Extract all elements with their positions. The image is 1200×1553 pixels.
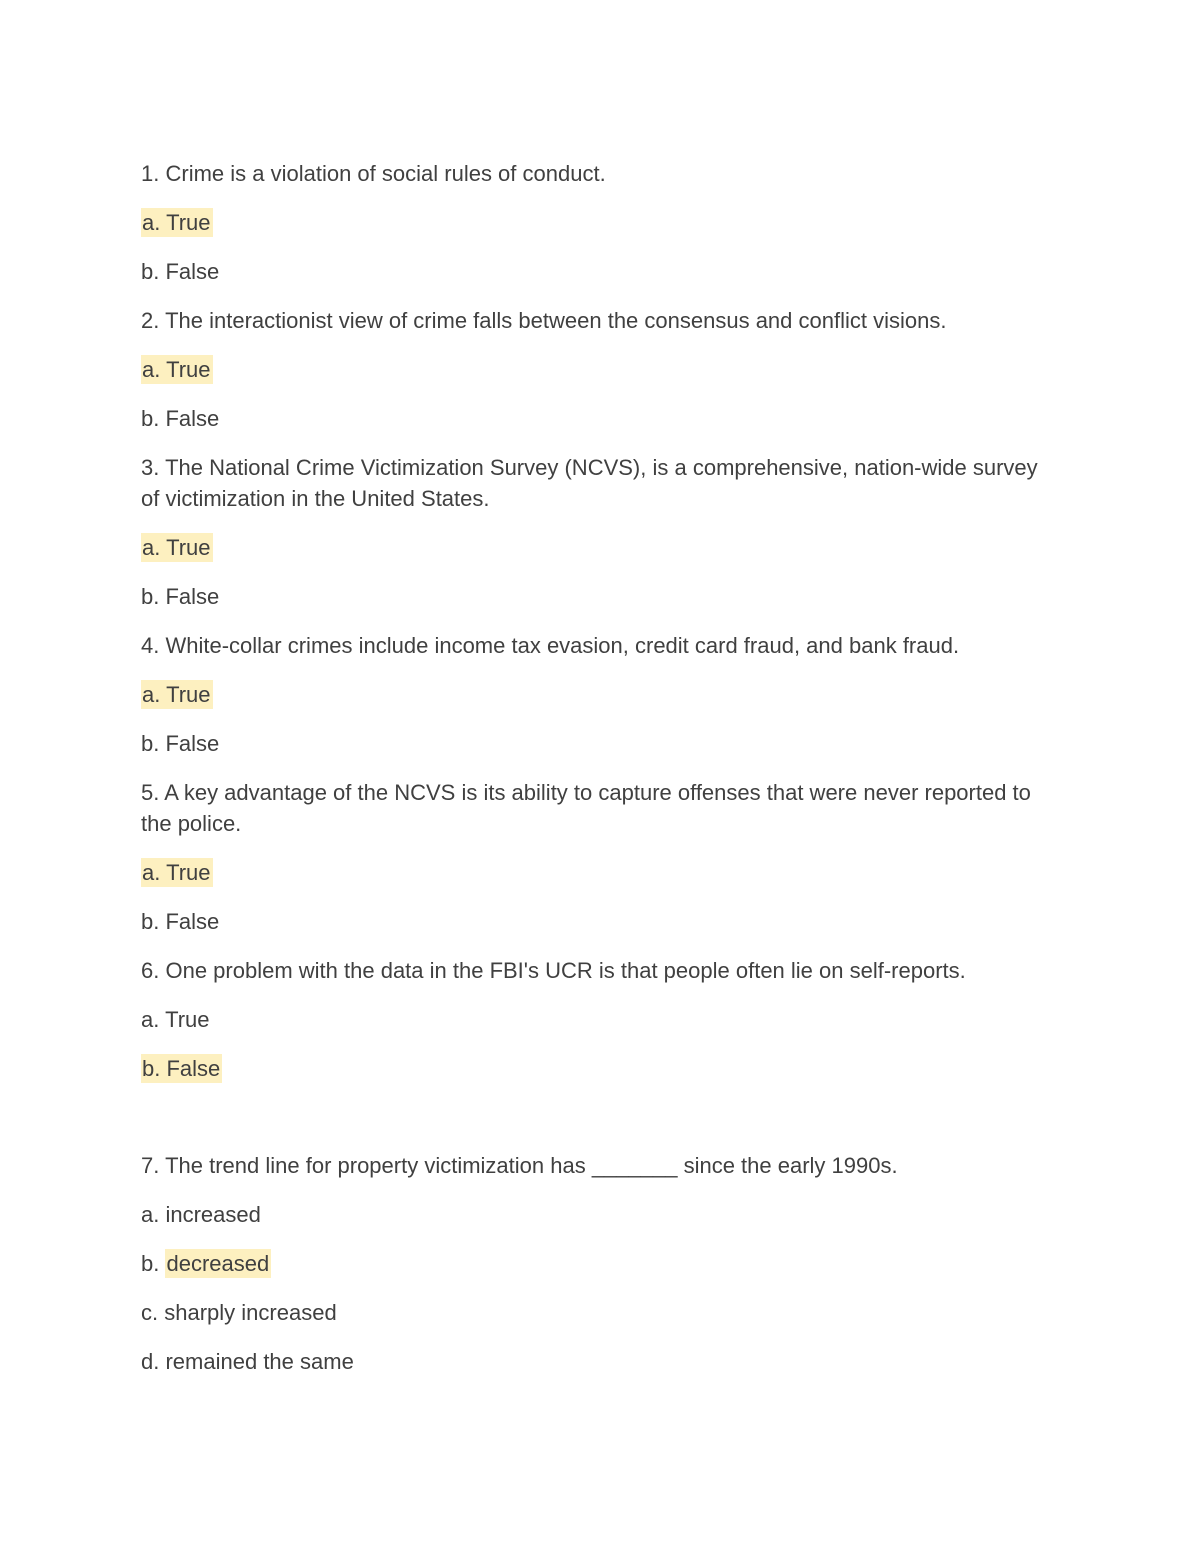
question-text: [141, 452, 1041, 514]
answer-highlight: [141, 858, 213, 887]
question-text: [141, 630, 1041, 661]
option-text: False: [166, 1056, 221, 1081]
option-letter: b.: [141, 259, 160, 284]
option-text: True: [166, 357, 211, 382]
question-number: 2.: [141, 308, 160, 333]
option-letter: b.: [141, 406, 160, 431]
option-letter: a.: [141, 1202, 160, 1227]
option-letter: a.: [142, 682, 161, 707]
question-number: 6.: [141, 958, 160, 983]
question-body: The trend line for property victimization has _______ since the early 1990s.: [165, 1153, 898, 1178]
option-letter: a.: [142, 535, 161, 560]
answer-highlight: [141, 680, 213, 709]
option-text: False: [165, 909, 220, 934]
option-text: False: [165, 259, 220, 284]
question-text: [141, 777, 1041, 839]
option-text: True: [166, 682, 211, 707]
answer-option: [141, 1199, 1041, 1230]
option-text: False: [165, 406, 220, 431]
option-text: False: [165, 584, 220, 609]
option-text: remained the same: [165, 1349, 354, 1374]
option-text: increased: [165, 1202, 261, 1227]
question-block: [141, 452, 1041, 612]
question-number: 1.: [141, 161, 160, 186]
answer-option: [141, 354, 1041, 385]
answer-option: [141, 581, 1041, 612]
question-number: 5.: [141, 780, 160, 805]
option-text: True: [166, 860, 211, 885]
question-number: 3.: [141, 455, 160, 480]
answer-option: [141, 1297, 1041, 1328]
answer-highlight: [141, 1054, 222, 1083]
option-text: True: [165, 1007, 210, 1032]
answer-option: [141, 256, 1041, 287]
answer-option: [141, 906, 1041, 937]
answer-option: [141, 207, 1041, 238]
question-body: The National Crime Victimization Survey (NCVS), is a comprehensive, nation-wide survey of victimization in the United States.: [141, 455, 1038, 511]
answer-option: [141, 532, 1041, 563]
question-block: [141, 955, 1041, 1084]
answer-highlight: [165, 1249, 271, 1278]
option-letter: a.: [142, 210, 161, 235]
question-block: [141, 777, 1041, 937]
answer-highlight: [141, 208, 213, 237]
question-body: White-collar crimes include income tax evasion, credit card fraud, and bank fraud.: [165, 633, 960, 658]
option-letter: b.: [141, 731, 160, 756]
option-letter: b.: [142, 1056, 161, 1081]
option-text: True: [166, 210, 211, 235]
answer-option: [141, 679, 1041, 710]
answer-option: [141, 728, 1041, 759]
question-block: [141, 1150, 1041, 1377]
answer-option: [141, 857, 1041, 888]
quiz-document: [141, 158, 1041, 1395]
answer-option: [141, 1053, 1041, 1084]
option-letter: b.: [141, 1251, 160, 1276]
option-letter: d.: [141, 1349, 160, 1374]
question-body: Crime is a violation of social rules of conduct.: [165, 161, 606, 186]
question-number: 7.: [141, 1153, 160, 1178]
question-block: [141, 158, 1041, 287]
option-letter: a.: [142, 357, 161, 382]
question-body: One problem with the data in the FBI's UCR is that people often lie on self-reports.: [165, 958, 966, 983]
option-letter: c.: [141, 1300, 159, 1325]
question-body: The interactionist view of crime falls between the consensus and conflict visions.: [165, 308, 947, 333]
question-number: 4.: [141, 633, 160, 658]
answer-option: [141, 1346, 1041, 1377]
answer-option: [141, 1248, 1041, 1279]
option-letter: b.: [141, 584, 160, 609]
question-text: [141, 158, 1041, 189]
question-block: [141, 630, 1041, 759]
option-text: sharply increased: [164, 1300, 337, 1325]
spacer: [141, 1102, 1041, 1150]
answer-highlight: [141, 355, 213, 384]
option-text: False: [165, 731, 220, 756]
answer-option: [141, 403, 1041, 434]
question-text: [141, 955, 1041, 986]
answer-option: [141, 1004, 1041, 1035]
option-text: True: [166, 535, 211, 560]
answer-highlight: [141, 533, 213, 562]
question-text: [141, 305, 1041, 336]
option-letter: b.: [141, 909, 160, 934]
option-letter: a.: [141, 1007, 160, 1032]
option-text: decreased: [166, 1251, 270, 1276]
option-letter: a.: [142, 860, 161, 885]
question-body: A key advantage of the NCVS is its ability to capture offenses that were never reported to the police.: [141, 780, 1031, 836]
question-block: [141, 305, 1041, 434]
question-text: [141, 1150, 1041, 1181]
